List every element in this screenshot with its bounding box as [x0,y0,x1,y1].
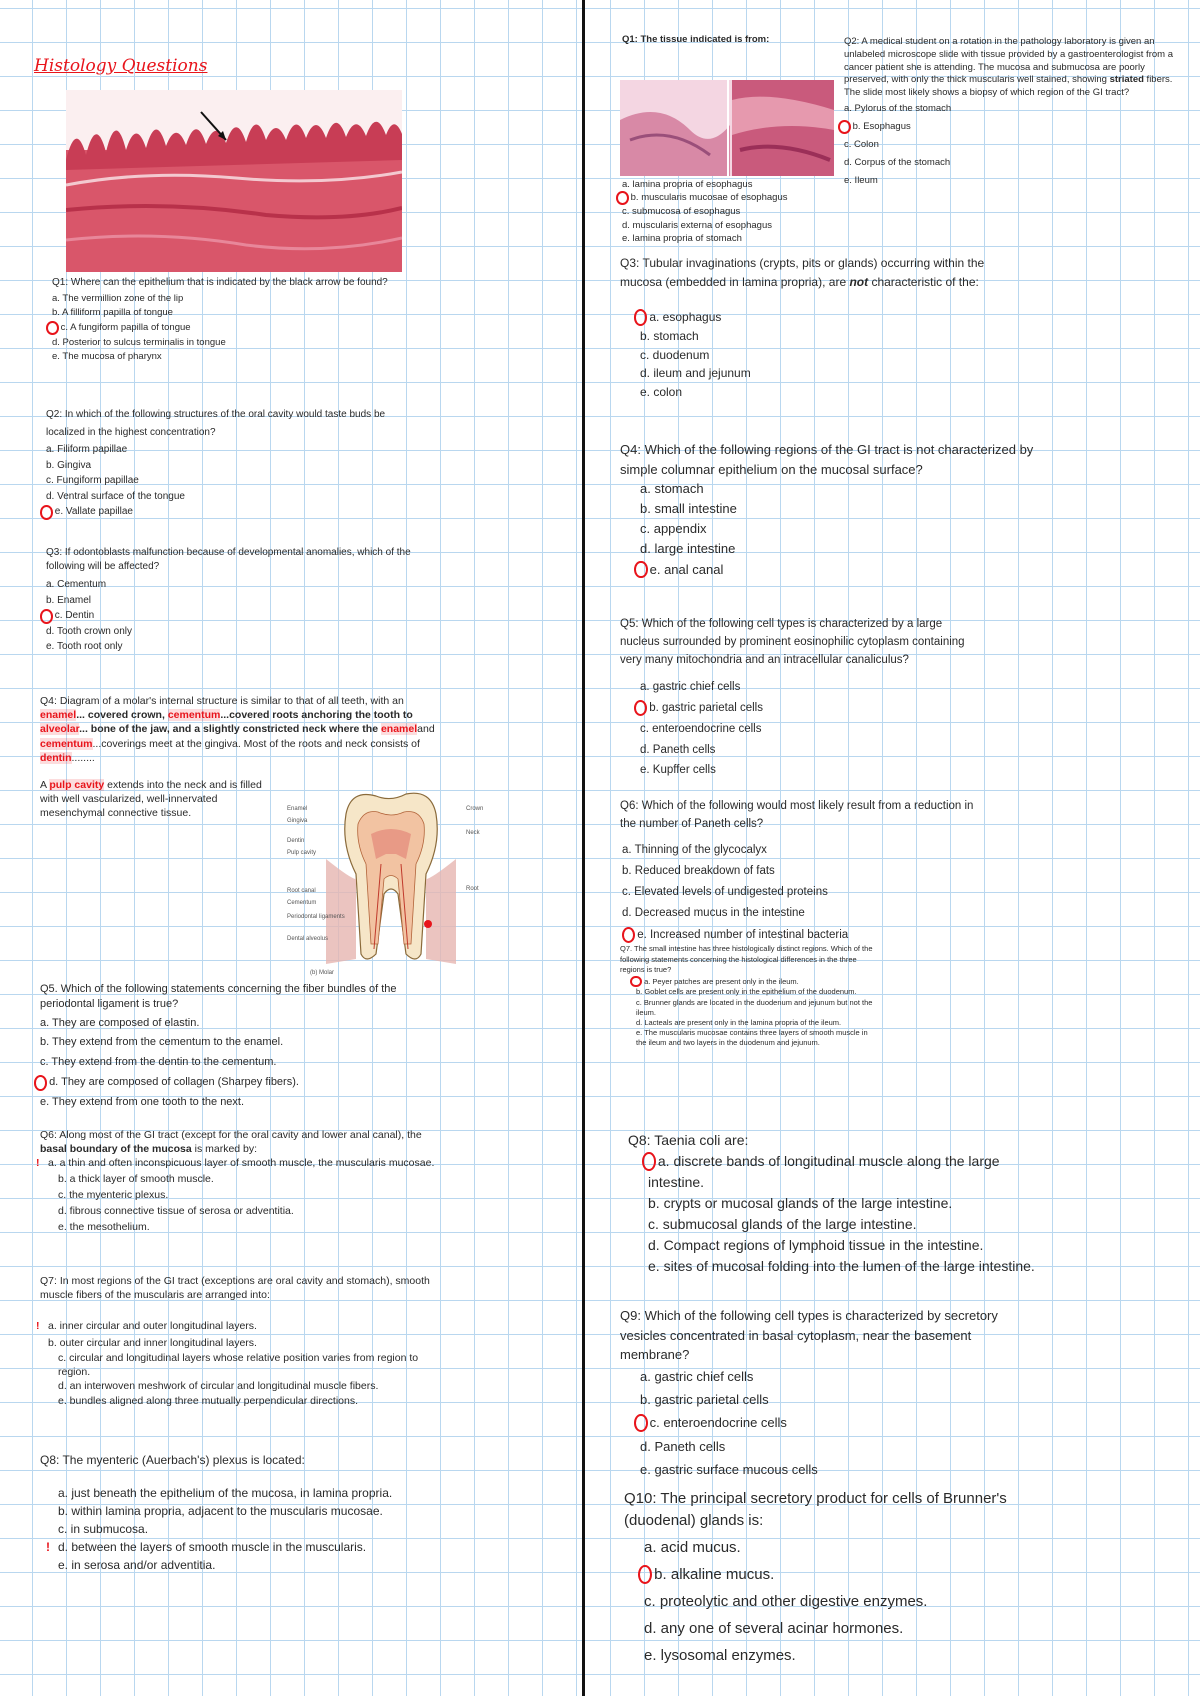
question-stem: Q7: In most regions of the GI tract (exceptions are oral cavity and stomach), smooth muscle fibers of the muscularis are arranged into: [40,1275,430,1302]
option-b: b. small intestine [640,501,737,517]
blank-answer: cementum [40,737,93,750]
answer-circle [46,321,59,335]
right-q1-stem: Q1: The tissue indicated is from: [622,34,770,45]
label-neck: Neck [466,830,480,836]
column-divider [582,0,585,1696]
option-e: e. The mucosa of pharynx [52,351,162,363]
answer-circle [634,561,648,579]
option-c: c. Fungiform papillae [46,475,139,486]
option-d: d. Tooth crown only [46,625,132,637]
blank-answer: alveolar [40,723,80,736]
left-q6 [36,1128,440,1236]
right-q8 [628,1130,1048,1277]
right-q4 [620,440,1040,580]
option-a: a. Thinning of the glycocalyx [622,843,767,856]
left-q3 [46,546,426,655]
option-d: d. Compact regions of lymphoid tissue in the intestine. [648,1237,984,1253]
answer-circle [642,1152,656,1171]
option-a-answer: a. discrete bands of longitudinal muscle along the large intestine. [628,1151,1048,1193]
right-q3 [620,254,1000,401]
option-d-answer: d. They are composed of collagen (Sharpey fibers). [40,1073,440,1093]
right-q10 [624,1488,1064,1669]
option-c-answer: c. enteroendocrine cells [640,1411,1020,1434]
label-molar: (b) Molar [310,970,335,976]
option-b: b. They extend from the cementum to the enamel. [40,1036,284,1049]
option-b: b. outer circular and inner longitudinal layers. [48,1336,257,1349]
label-enamel: Enamel [287,806,308,812]
label-root-canal: Root canal [287,888,316,894]
option-a: a. just beneath the epithelium of the mucosa, in lamina propria. [58,1486,393,1501]
option-c: c. in submucosa. [58,1522,149,1537]
option-c-answer: c. A fungiform papilla of tongue [52,321,412,336]
option-a-answer: ! a. inner circular and outer longitudinal layers. [40,1318,450,1334]
option-c: c. proteolytic and other digestive enzymes. [644,1592,928,1610]
option-d: d. Posterior to sulcus terminalis in tongue [52,336,226,348]
option-b: b. Enamel [46,594,92,606]
label-pulp-cavity: Pulp cavity [287,850,317,856]
option-b: b. a thick layer of smooth muscle. [58,1172,214,1185]
left-q8 [40,1452,500,1574]
question-stem: Q6: Along most of the GI tract (except for the oral cavity and lower anal canal), the basal boundary of the mucosa is marked by: [40,1129,422,1156]
histology-image-esophagus [620,80,834,176]
answer-mark: ! [46,1540,50,1555]
option-c: c. Colon [844,139,879,151]
option-e: e. bundles aligned along three mutually perpendicular directions. [58,1395,359,1408]
option-d: d. Corpus of the stomach [844,157,951,169]
question-stem: Q3: If odontoblasts malfunction because of developmental anomalies, which of the following will be affected? [46,547,411,572]
answer-circle [40,609,53,624]
option-d: d. Paneth cells [640,1438,726,1454]
question-stem: Q9: Which of the following cell types is characterized by secretory vesicles concentrated in basal cytoplasm, near the basement membrane? [620,1308,998,1362]
option-c: c. submucosal glands of the large intestine. [648,1216,917,1232]
question-stem: Q6: Which of the following would most likely result from a reduction in the number of Paneth cells? [620,800,974,830]
right-q9 [620,1306,1020,1481]
blank-answer: enamel [380,723,418,736]
question-stem: Q8: Taenia coli are: [628,1132,749,1148]
answer-circle [838,120,851,134]
option-b: b. gastric parietal cells [640,1391,769,1407]
question-stem: Q5. Which of the following statements concerning the fiber bundles of the periodontal ligament is true? [40,983,397,1010]
option-b: b. Goblet cells are present only in the epithelium of the duodenum. [636,987,857,997]
option-c: c. enteroendocrine cells [640,722,762,735]
option-d: d. Ventral surface of the tongue [46,490,185,502]
answer-circle [34,1075,47,1091]
option-e: e. Tooth root only [46,641,123,652]
answer-circle [622,927,635,943]
left-q1 [52,276,412,365]
option-e: e. Ileum [844,175,878,187]
option-e: e. The muscularis mucosae contains three layers of smooth muscle in the ileum and two layers in the duodenum and jejunum. [636,1027,868,1047]
option-a: a. acid mucus. [644,1538,741,1556]
option-a: a. Filiform papillae [46,444,128,455]
option-c: c. the myenteric plexus. [58,1188,169,1201]
option-a-answer: a. esophagus [640,308,1000,327]
question-stem: Q10: The principal secretory product for cells of Brunner's (duodenal) glands is: [624,1490,1007,1529]
option-c: c. Elevated levels of undigested proteins [622,886,828,899]
option-d: d. large intestine [640,541,736,557]
label-periodontal-ligaments: Periodontal ligaments [287,914,345,920]
histology-image-tongue [66,90,402,272]
question-stem: Q7. The small intestine has three histologically distinct regions. Which of the following statements concerning the histological differences in the three regions is true? [620,944,873,974]
option-e-answer: e. Increased number of intestinal bacteria [622,925,980,946]
option-b-answer: b. Esophagus [844,118,1174,136]
page-title: Histology Questions [34,56,208,76]
option-d: d. fibrous connective tissue of serosa or adventitia. [58,1205,294,1218]
option-b: b. crypts or mucosal glands of the large intestine. [648,1195,953,1211]
option-a: a. stomach [640,481,704,496]
option-a: a. lamina propria of esophagus [622,179,753,190]
option-a: a. They are composed of elastin. [40,1016,200,1029]
left-q4-pulp: A pulp cavity extends into the neck and is filled with well vascularized, well-innervated mesenchymal connective tissue. [40,779,262,820]
left-q5 [40,982,440,1113]
option-c: c. submucosa of esophagus [622,206,741,218]
option-c-answer: c. Dentin [46,608,426,624]
option-b: b. within lamina propria, adjacent to the muscularis mucosae. [58,1504,383,1519]
option-c: c. duodenum [640,347,710,362]
option-c: c. They extend from the dentin to the cementum. [40,1056,277,1069]
answer-circle [634,700,647,716]
option-a-answer: a. Peyer patches are present only in the ileum. [620,976,880,988]
label-gingiva: Gingiva [287,818,308,824]
label-root: Root [466,886,479,892]
option-d: d. any one of several acinar hormones. [644,1619,904,1637]
option-b-answer: b. alkaline mucus. [644,1561,1064,1588]
option-a: a. gastric chief cells [640,681,741,694]
option-b-answer: b. gastric parietal cells [640,698,980,719]
question-stem: Q3: Tubular invaginations (crypts, pits or glands) occurring within the mucosa (embedded in lamina propria), are not characteristic of the: [620,256,985,290]
option-b: b. A filliform papilla of tongue [52,307,173,319]
option-e: e. lamina propria of stomach [622,232,742,244]
right-q7 [620,944,880,1048]
option-e: e. colon [640,384,683,399]
option-e: e. They extend from one tooth to the next. [40,1095,245,1108]
option-b: b. Reduced breakdown of fats [622,864,775,877]
option-b-answer: b. muscularis mucosae of esophagus [622,191,842,205]
answer-circle [630,976,642,988]
answer-circle [638,1565,652,1585]
right-q6 [620,798,980,946]
option-a: a. gastric chief cells [640,1368,754,1384]
option-d: d. an interwoven meshwork of circular and longitudinal muscle fibers. [58,1380,379,1393]
option-e: e. sites of mucosal folding into the lumen of the large intestine. [648,1258,1035,1274]
option-e: e. lysosomal enzymes. [644,1646,796,1664]
option-d: d. Lacteals are present only in the lamina propria of the ileum. [636,1017,842,1027]
option-e-answer: e. anal canal [640,560,1040,580]
option-e: e. gastric surface mucous cells [640,1462,818,1478]
answer-circle [634,309,647,326]
label-dentin: Dentin [287,838,305,844]
option-d: d. ileum and jejunum [640,366,751,381]
blank-answer: cementum [167,709,221,722]
label-crown: Crown [466,806,484,812]
question-stem: Q2: In which of the following structures of the oral cavity would taste buds be localized in the highest concentration? [46,409,386,438]
option-c: c. Brunner glands are located in the duodenum and jejunum but not the ileum. [636,997,873,1017]
option-d-answer: ! d. between the layers of smooth muscle in the muscularis. [46,1540,367,1555]
option-c: c. appendix [640,521,707,537]
option-e-answer: e. Vallate papillae [46,504,406,520]
left-q4 [40,694,440,765]
answer-circle [40,505,53,520]
label-cementum: Cementum [287,900,317,906]
option-a: a. Cementum [46,579,107,590]
answer-mark: ! [36,1320,40,1333]
question-stem: Q4: Diagram of a molar's internal structure is similar to that of all teeth, with an enamel... covered crown, cementum...covered roots anchoring the tooth to alveolar... bone of the jaw, and a slightly constricted neck where the enameland cementum...coverings meet at the gingiva. Most of the roots and neck consists of dentin........ [40,695,435,764]
option-e: e. the mesothelium. [58,1221,150,1234]
option-d: d. Decreased mucus in the intestine [622,907,805,920]
question-stem: Q8: The myenteric (Auerbach's) plexus is located: [40,1453,305,1467]
option-b: b. Gingiva [46,459,92,471]
question-stem: Q5: Which of the following cell types is characterized by a large nucleus surrounded by prominent eosinophilic cytoplasm containing very many mitochondria and an intracellular canaliculus? [620,618,965,666]
left-q2 [46,406,406,520]
option-a-answer: ! a. a thin and often inconspicuous layer of smooth muscle, the muscularis mucosae. [36,1157,435,1170]
label-dental-alveolus: Dental alveolus [287,936,329,942]
answer-circle [616,191,629,205]
option-a: a. The vermillion zone of the lip [52,292,184,304]
blank-answer: enamel [40,709,77,722]
option-d: d. muscularis externa of esophagus [622,219,772,231]
answer-mark: ! [36,1157,40,1170]
left-q7 [36,1274,450,1410]
right-q2 [844,36,1174,190]
blank-answer: pulp cavity [49,779,105,791]
question-stem: Q1: Where can the epithelium that is indicated by the black arrow be found? [52,277,388,288]
question-stem: Q4: Which of the following regions of the GI tract is not characterized by simple columnar epithelium on the mucosal surface? [620,442,1034,477]
right-q5 [620,616,980,781]
option-e: e. Kupffer cells [640,764,716,777]
question-stem: Q2: A medical student on a rotation in the pathology laboratory is given an unlabeled microscope slide with tissue provided by a gastroenterologist from a cancer patient she is attending. The mucosa and submucosa are poorly preserved, with only the thick muscularis well stained, showing striated fibers. The slide most likely shows a biopsy of which region of the GI tract? [844,36,1173,99]
option-d: d. Paneth cells [640,743,716,756]
option-e: e. in serosa and/or adventitia. [58,1558,216,1573]
molar-diagram [286,784,486,978]
option-a: a. Pylorus of the stomach [844,103,952,115]
right-q1 [622,178,842,245]
blank-answer: dentin [40,751,72,764]
option-b: b. stomach [640,328,699,343]
answer-circle [634,1414,648,1432]
option-c: c. circular and longitudinal layers whose relative position varies from region to region. [58,1351,419,1379]
